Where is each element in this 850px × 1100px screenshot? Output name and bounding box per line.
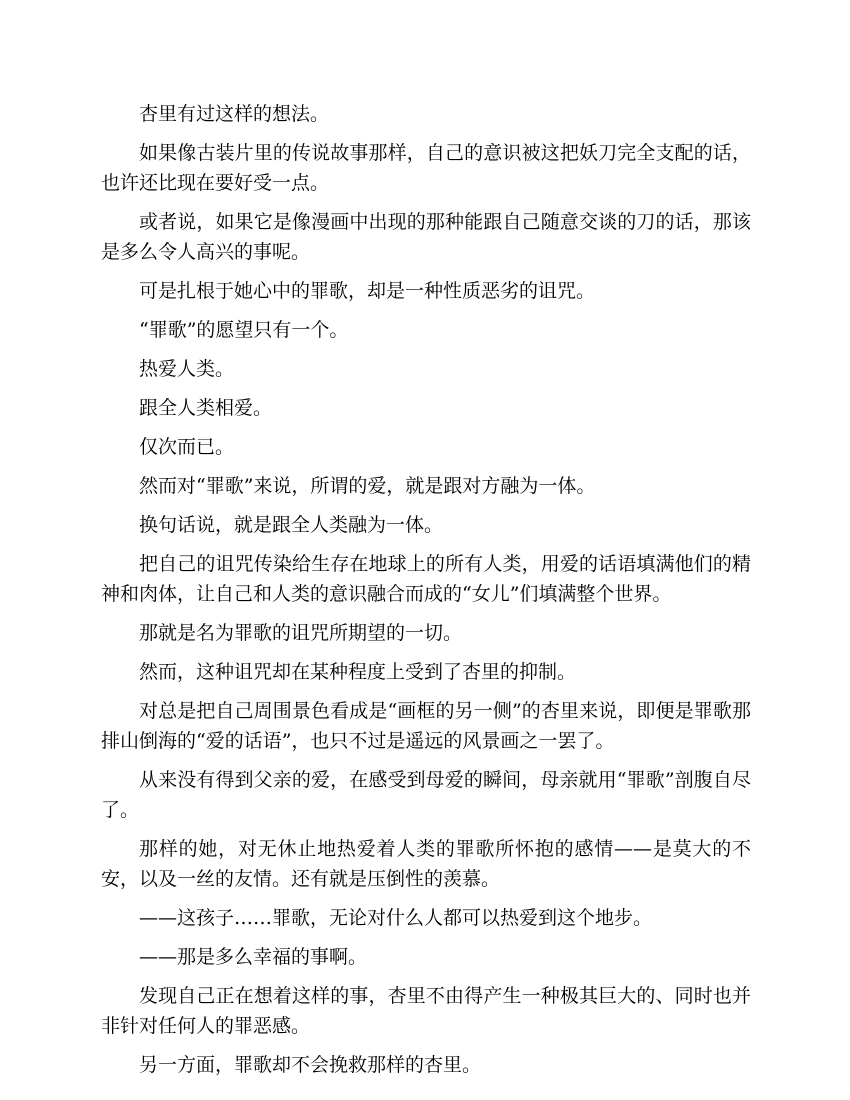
paragraph: ——那是多么幸福的事啊。 [139, 946, 368, 968]
paragraph: 那就是名为罪歌的诅咒所期望的一切。 [139, 622, 463, 644]
paragraph: 热爱人类。 [139, 358, 235, 380]
paragraph: 那样的她，对无休止地热爱着人类的罪歌所怀抱的感情——是莫大的不安，以及一丝的友情。还有就是压倒性的羡慕。 [101, 838, 751, 890]
paragraph: “罪歌”的愿望只有一个。 [139, 319, 349, 341]
paragraph: 跟全人类相爱。 [139, 397, 273, 419]
paragraph: 对总是把自己周围景色看成是“画框的另一侧”的杏里来说，即便是罪歌那排山倒海的“爱的话语”，也只不过是遥远的风景画之一罢了。 [101, 700, 751, 752]
paragraph: 另一方面，罪歌却不会挽救那样的杏里。 [139, 1054, 482, 1076]
paragraph: 或者说，如果它是像漫画中出现的那种能跟自己随意交谈的刀的话，那该是多么令人高兴的事呢。 [101, 211, 751, 263]
paragraph: 杏里有过这样的想法。 [139, 103, 330, 125]
paragraph: 如果像古装片里的传说故事那样，自己的意识被这把妖刀完全支配的话，也许还比现在要好受一点。 [101, 142, 751, 194]
paragraph: 可是扎根于她心中的罪歌，却是一种性质恶劣的诅咒。 [139, 280, 596, 302]
paragraph: 仅次而已。 [139, 436, 235, 458]
paragraph: 发现自己正在想着这样的事，杏里不由得产生一种极其巨大的、同时也并非针对任何人的罪恶感。 [101, 985, 751, 1037]
paragraph: ——这孩子……罪歌，无论对什么人都可以热爱到这个地步。 [139, 907, 653, 929]
paragraph: 然而对“罪歌”来说，所谓的爱，就是跟对方融为一体。 [139, 475, 596, 497]
paragraph: 把自己的诅咒传染给生存在地球上的所有人类，用爱的话语填满他们的精神和肉体，让自己和人类的意识融合而成的“女儿”们填满整个世界。 [101, 553, 751, 605]
paragraph: 换句话说，就是跟全人类融为一体。 [139, 514, 444, 536]
document-page [101, 99, 751, 1089]
paragraph: 从来没有得到父亲的爱，在感受到母爱的瞬间，母亲就用“罪歌”剖腹自尽了。 [101, 769, 751, 821]
paragraph: 然而，这种诅咒却在某种程度上受到了杏里的抑制。 [139, 661, 577, 683]
